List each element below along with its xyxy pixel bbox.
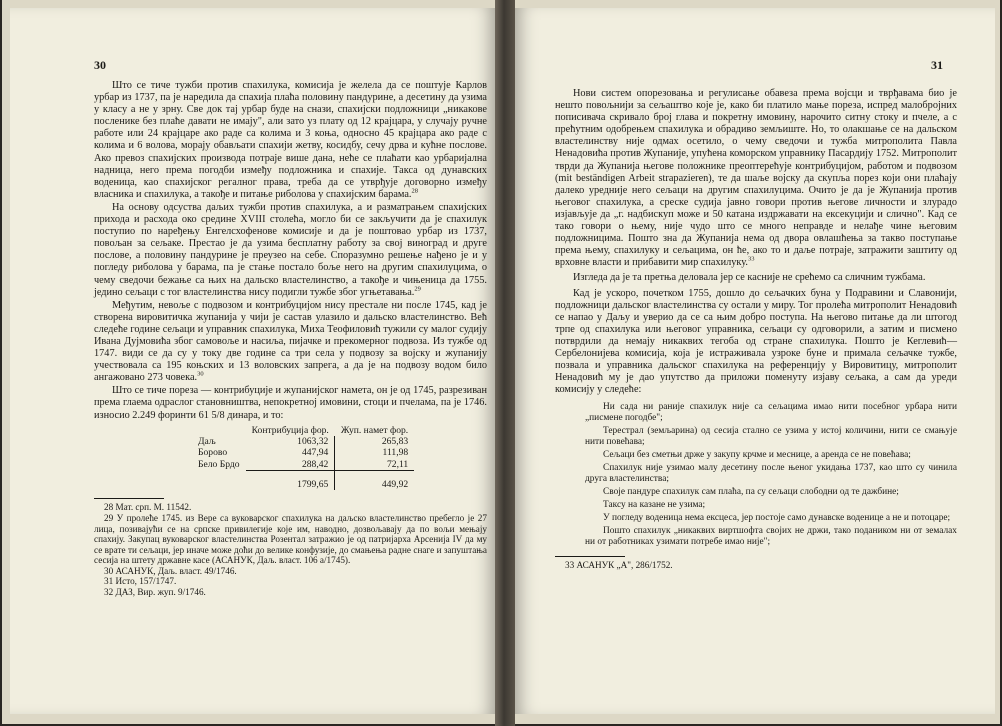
paragraph: Што се тиче пореза — контрибуције и жупанијског намета, он је од 1745, разрезиван према глаема одраслог становништва, непокретној имовини, стоци и пчелама, па је 1746. износио 2.249 форинти 61 5/8 динара, и то: xyxy=(94,385,487,421)
footnote: 29 У пролеће 1745. из Вере са вуковарског спахилука на даљско властелинство пребегло је 27 лица, позивајући се на српске привилегије које им, наводно, дозвољавају да по вољи мењају спахију. Закупац вуковарског властелинства Розентал затражио је од патријарха Арсенија IV да му се врате ти сељаци, јер иначе може доћи до велике конфузије, до смањења радне снаге и запуштања сесија на штету државне касе (АСАНУК, Даљ. власт. 106 а/1745). xyxy=(94,512,487,566)
footnote: 32 ДАЗ, Вир. жуп. 9/1746. xyxy=(104,587,206,598)
paragraph: На основу одсуства даљих тужби против спахилука, а и разматрањем спахијских прихода и расхода око средине XVIII столећа, могло би се закључити да је спахилук поступио по наређењу Енгелсхофенове комисије и да је поштовао урбар из 1737, повољан за сељаке. Престао је да узима бесплатну работу за свој виноград и друге послове, а половину пандурине је преузео на себе. Споразумно решење нађено је и у погледу риболова у барама, па је стање постало боље него на другим спахилуцима, о чему сведочи бежање са њих на дальско властелинство, а такође и чињеница да 1755. једино сељаци с тог властелинства нису подигли тужбе због угњетавања.$^{29}$ xyxy=(94,201,487,298)
quote-item: Терестрал (земљарина) од сесија стално се узима у истој количини, нити се смањује нити повећава; xyxy=(585,426,957,448)
tax-table xyxy=(192,426,414,491)
quote-item: Пошто спахилук „никаквих виртшофта својих не држи, тако подаником ни от земалах ни от работниках узимати потребе имао није"; xyxy=(585,526,957,548)
quote-item: Таксу на казане не узима; xyxy=(603,500,706,511)
left-page xyxy=(10,8,495,714)
page-number: 31 xyxy=(931,58,943,72)
paragraph: Кад је ускоро, почетком 1755, дошло до сељачких буна у Подравини и Славонији, подложници дальског властелинства су остали у миру. Тог пролећа митрополит Ненадовић се напао у Даљу и уверио да се са њим добро поступа. На његово питање да ли штогод трпе од спахилука или његовог управника, сељаци су одговорили, а затим и писмено потврдили да немају никаквих тегоба од стране спахилука. Пошто је Кеглевић—Сербелонијева комисија, која је истраживала узроке буне и примала сељачке тужбе, позвала и управника дальског спахилука на референцију у Вировитицу, митрополит Ненадовић му је дао упутство да приложи поменуту изјаву сељака, а сам да уреди комисију у следеће: xyxy=(555,287,957,396)
right-page xyxy=(515,8,995,714)
page-number: 30 xyxy=(94,58,106,72)
table-row: Даљ 1063,32 265,83 xyxy=(198,436,409,448)
paragraph: Међутим, невоље с подвозом и контрибуцијом нису престале ни после 1745, кад је створена вировитичка жупанија у чији је састав улазило и дальско властелинство. Већ следеће године сељаци и управник спахилука, Миха Теофиловић тужили су малог судију Ивана Дујмовића због самовоље и насиља, пијачке и прекомерног подвоза. Из тужбе од 1747. види се да су у току две године са три села у подвозу за војску и жупанију учествовала са 195 коњских и 13 воловских запрега, а да је на подвозу водом било ангажовано 273 човека.$^{30}$ xyxy=(94,299,487,384)
footnote: 30 АСАНУК, Даљ. власт. 49/1746. xyxy=(104,565,237,576)
paragraph: Нови систем опорезовања и регулисање обавеза према војсци и тврђавама био је нешто повољнији за сељаштво које је, како би платило мање пореза, испред малобројних пописивача скривало број глава и покретну имовину, нарочито ситну стоку и пчеле, а с прећутним одобрењем спахилука и обрадиво земљиште. Но, то олакшање се на дальском властелинству није одмах осетило, о чему сведочи и тужба митрополита Павла Ненадовића против Жупаније, упућена коморском управнику Пасардију 1752. Митрополит тврди да Жупанија његове положнике преоптерећује контрибуцијом, работом и подвозом (mit beständigen Arbeit strapazieren), те да шаље војску да скупља порез који они плаћају далеко уредније него сељаци на другим спахилуцима. Очито је да је Жупанија против његовог спахилука, а среске судија јавно говори против његове личности и злурадо изјављује да „г. надбискуп може и 50 катана издржавати на ексекуцији и слично". Кад се тако говори о њему, није чудо што се много неправде и нелађе чине његовим подложницима. Пошто зна да Жупанија нема од двора овлашћења за такво поступање према њему, спахилуку и сељацима, он ће, ако то и даље потраје, затражити заштиту од врховне власти и прибавити мир спахилуку.$^{33}$ xyxy=(555,88,957,269)
footnote: 33 АСАНУК „А", 286/1752. xyxy=(565,560,673,571)
quote-item: У погледу воденица нема ексцеса, јер постоје само дунавске воденице а не и потоцаре; xyxy=(603,513,951,524)
footnote-divider xyxy=(94,498,164,499)
footnote: 28 Мат. срп. М. 11542. xyxy=(104,502,192,513)
book-spread xyxy=(2,0,1000,724)
quoted-list xyxy=(555,402,957,548)
left-page-body xyxy=(94,80,487,598)
footnotes xyxy=(555,560,957,571)
quote-item: Своје пандуре спахилук сам плаћа, па су сељаци слободни од те дажбине; xyxy=(603,487,899,498)
table-total-row: 1799,65 449,92 xyxy=(192,471,414,491)
footnote: 31 Исто, 157/1747. xyxy=(104,576,177,587)
paragraph: Што се тиче тужби против спахилука, комисија је желела да се поштује Карлов урбар из 1737, па је наредила да спахија плаћа половину пандурине, а десетину да узима у класу а не у зрну. Све док тај урбар буде на снази, спахијски подложници „никакове посленике без плаће давати не имају", али зато уз плату од 12 крајцара, у случају ручне работе или 24 крајцаре ако раде са колима и 3 коња, односно 45 крајцара ако раде с колима и 6 волова, морају обављати спахији жетву, косидбу, сечу дрва и кућне послове. Ако превоз спахијских производа потраје више дана, неће се плаћати као урбаријална надница, него према погодби између подложника и спахије. Такса од дунавских воденица, као спахијског регалног права, треба да се утврђује договорно између власника и спахилука, а такође и питање риболова у спахијским барама.$^{28}$ xyxy=(94,80,487,200)
footnote-divider xyxy=(555,556,625,557)
table-row: Бело Брдо 288,42 72,11 xyxy=(198,458,409,470)
paragraph: Изгледа да је та претња деловала јер се касније не срећемо са сличним тужбама. xyxy=(573,272,926,284)
table-header: Контрибуција фор. xyxy=(251,424,329,436)
book-gutter xyxy=(495,0,515,726)
quote-item: Ни сада ни раније спахилук није са сељацима имао нити посебног урбара нити „писмене погодбе"; xyxy=(585,402,957,424)
quote-item: Сељаци без сметњи држе у закупу крчме и месницe, а аренда се не повећава; xyxy=(603,450,911,461)
table-row: Борово 447,94 111,98 xyxy=(198,447,409,459)
right-page-body xyxy=(555,88,957,571)
quote-item: Спахилук није узимао малу десетину после њеног укидања 1737, као што су чинила друга властелинства; xyxy=(585,463,957,485)
footnotes xyxy=(94,502,487,597)
table-header: Жуп. намет фор. xyxy=(340,424,409,436)
